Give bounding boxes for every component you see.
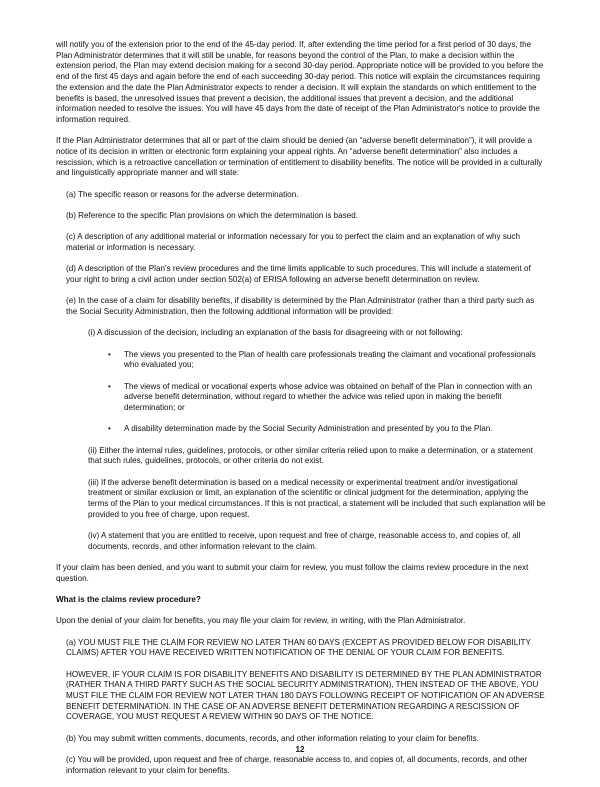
review-item-a: (a) YOU MUST FILE THE CLAIM FOR REVIEW NO LATER THAN 60 DAYS (EXCEPT AS PROVIDED BELOW FOR DISABILITY CLAIMS) AFTER YOU HAVE RECEIVED WRITTEN NOTIFICATION OF THE DENIAL OF YOUR CLAIM FOR BENEFITS. <box>66 637 531 658</box>
paragraph-adverse-determination: If the Plan Administrator determines that all or part of the claim should be denied (an “adverse benefit determination”), it will provide a notice of its decision in written or electronic form explaining your appeal rights. An “adverse benefit determination” also includes a rescission, which is a retroactive cancellation or termination of entitlement to disability benefits. The notice will be provided in a culturally and linguistically appropriate manner and will state: <box>56 136 543 178</box>
item-a: (a) The specific reason or reasons for the adverse determination. <box>66 189 299 199</box>
bullet-icon: • <box>108 381 111 391</box>
section-heading: What is the claims review procedure? <box>56 594 201 604</box>
item-e: (e) In the case of a claim for disability benefits, if disability is determined by the Plan Administrator (rather than a third party such as the Social Security Administration, then the following additional information will be provided: <box>66 296 535 316</box>
bullet-icon: • <box>108 349 111 359</box>
bullet-text: The views you presented to the Plan of health care professionals treating the claimant and vocational professionals who evaluated you; <box>124 349 536 370</box>
item-iii: (iii) If the adverse benefit determination is based on a medical necessity or experimental treatment and/or investigational treatment or similar exclusion or limit, an explanation of the scientific or clinical judgment for the determination, applying the terms of the Plan to your medical circumstances. If this is not practical, a statement will be included that such explanation will be provided to you free of charge, upon request. <box>88 477 546 519</box>
bullet-item <box>108 382 546 414</box>
item-i: (i) A discussion of the decision, including an explanation of the basis for disagreeing with or not following: <box>88 328 463 338</box>
item-ii: (ii) Either the internal rules, guidelines, protocols, or other similar criteria relied upon to make a determination, or a statement that such rules, guidelines, protocols, or other criteria do not exist. <box>88 445 533 466</box>
bullet-icon: • <box>108 424 111 434</box>
item-d: (d) A description of the Plan's review procedures and the time limits applicable to such procedures. This will include a statement of your right to bring a civil action under section 502(a) of ERISA following an adverse benefit determination on review. <box>66 264 531 284</box>
item-c: (c) A description of any additional material or information necessary for you to perfect the claim and an explanation of why such material or information is necessary. <box>66 232 520 252</box>
review-item-c: (c) You will be provided, upon request and free of charge, reasonable access to, and copies of, all documents, records, and other information relevant to your claim for benefits. <box>66 754 528 775</box>
review-however: HOWEVER, IF YOUR CLAIM IS FOR DISABILITY BENEFITS AND DISABILITY IS DETERMINED BY THE PLAN ADMINISTRATOR (RATHER THAN A THIRD PARTY SUCH AS THE SOCIAL SECURITY ADMINISTRATION), THEN INSTEAD OF THE ABOVE, YOU MUST FILE THE CLAIM FOR REVIEW NOT LATER THAN 180 DAYS FOLLOWING RECEIPT OF NOTIFICATION OF AN ADVERSE BENEFIT DETERMINATION. IN THE CASE OF AN ADVERSE BENEFIT DETERMINATION REGARDING A RESCISSION OF COVERAGE, YOU MUST REQUEST A REVIEW WITHIN 90 DAYS OF THE NOTICE. <box>66 669 545 722</box>
item-b: (b) Reference to the specific Plan provisions on which the determination is based. <box>66 210 358 220</box>
page-number: 12 <box>295 745 305 754</box>
bullet-text: A disability determination made by the Social Security Administration and presented by you to the Plan. <box>124 424 493 434</box>
review-item-b: (b) You may submit written comments, documents, records, and other information relating to your claim for benefits. <box>66 733 479 743</box>
paragraph-extension-notice: will notify you of the extension prior to the end of the 45-day period. If, after extending the time period for a first period of 30 days, the Plan Administrator determines that it will still be unable, for reasons beyond the control of the Plan, to make a decision within the extension period, the Plan may extend decision making for a second 30-day period. Appropriate notice will be provided to you before the end of the first 45 days and again before the end of each succeeding 30-day period. This notice will explain the circumstances requiring the extension and the date the Plan Administrator expects to render a decision. It will explain the standards on which entitlement to the benefits is based, the unresolved issues that prevent a decision, the additional issues that prevent a decision, and the additional information needed to resolve the issues. You will have 45 days from the date of receipt of the Plan Administrator's notice to provide the information required. <box>56 40 544 124</box>
bullet-item <box>108 350 546 371</box>
document-page <box>56 40 546 787</box>
paragraph-review-intro: Upon the denial of your claim for benefits, you may file your claim for review, in writing, with the Plan Administrator. <box>56 616 466 626</box>
bullet-text: The views of medical or vocational experts whose advice was obtained on behalf of the Plan in connection with an adverse benefit determination, without regard to whether the advice was relied upon in making the benefit determination; or <box>124 381 533 412</box>
paragraph-claim-denied: If your claim has been denied, and you want to submit your claim for review, you must follow the claims review procedure in the next question. <box>56 562 529 583</box>
item-iv: (iv) A statement that you are entitled to receive, upon request and free of charge, reasonable access to, and copies of, all documents, records, and other information relevant to the claim. <box>88 530 521 551</box>
bullet-item <box>108 424 546 435</box>
